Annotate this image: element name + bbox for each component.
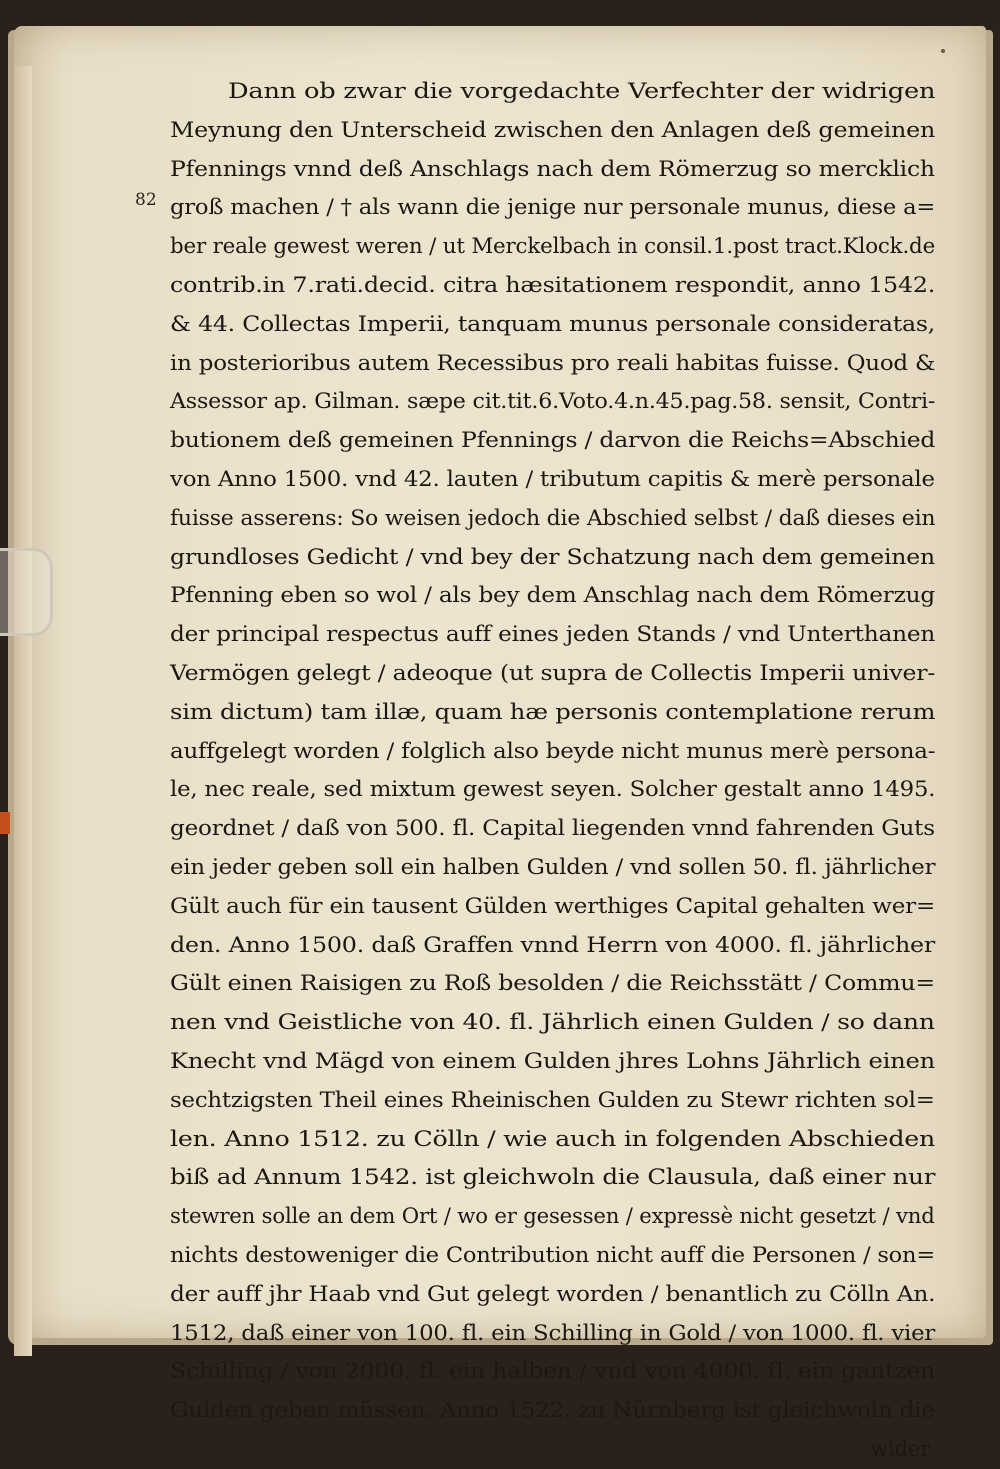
text-line: 1512, daß einer von 100. fl. ein Schilling in Gold / von 1000. fl. vier bbox=[170, 1320, 936, 1345]
text-line: Pfennings vnnd deß Anschlags nach dem Römerzug so mercklich bbox=[170, 156, 935, 181]
text-line: in posterioribus autem Recessibus pro reali habitas fuisse. Quod & bbox=[170, 350, 936, 375]
text-line: wider bbox=[870, 1436, 930, 1461]
text-line: fuisse asserens: So weisen jedoch die Abschied selbst / daß dieses ein bbox=[170, 505, 936, 530]
text-line: Dann ob zwar die vorgedachte Verfechter der widrigen bbox=[228, 79, 936, 103]
text-line: grundloses Gedicht / vnd bey der Schatzung nach dem gemeinen bbox=[170, 544, 935, 569]
text-line: & 44. Collectas Imperii, tanquam munus personale consideratas, bbox=[170, 311, 936, 336]
text-line: Vermögen gelegt / adeoque (ut supra de Collectis Imperii univer- bbox=[170, 660, 936, 685]
text-line: stewren solle an dem Ort / wo er gesessen / expressè nicht gesetzt / vnd bbox=[170, 1204, 935, 1229]
text-line: Assessor ap. Gilman. sæpe cit.tit.6.Voto.4.n.45.pag.58. sensit, Contri- bbox=[170, 389, 936, 414]
text-line: Pfenning eben so wol / als bey dem Anschlag nach dem Römerzug bbox=[170, 583, 935, 608]
text-line: le, nec reale, sed mixtum gewest seyen. Solcher gestalt anno 1495. bbox=[170, 777, 936, 802]
text-line: biß ad Annum 1542. ist gleichwoln die Clausula, daß einer nur bbox=[170, 1165, 936, 1190]
page-dot bbox=[941, 49, 945, 53]
text-line: geordnet / daß von 500. fl. Capital liegenden vnnd fahrenden Guts bbox=[170, 816, 935, 841]
text-line: contrib.in 7.rati.decid. citra hæsitationem respondit, anno 1542. bbox=[170, 272, 936, 297]
text-line: Gült einen Raisigen zu Roß besolden / die Reichsstätt / Commu= bbox=[170, 971, 935, 996]
text-body bbox=[170, 72, 940, 1469]
text-line: der auff jhr Haab vnd Gut gelegt worden / benantlich zu Cölln An. bbox=[170, 1281, 936, 1306]
text-line: ber reale gewest weren / ut Merckelbach in consil.1.post tract.Klock.de bbox=[170, 234, 936, 259]
text-line: Meynung den Unterscheid zwischen den Anlagen deß gemeinen bbox=[170, 117, 936, 142]
margin-note-number: 82 bbox=[135, 190, 157, 210]
text-line: sechtzigsten Theil eines Rheinischen Gulden zu Stewr richten sol= bbox=[170, 1087, 935, 1112]
text-line: der principal respectus auff eines jeden Stands / vnd Unterthanen bbox=[170, 622, 936, 647]
text-line: Gulden geben müssen. Anno 1522. zu Nürnberg ist gleichwoln die bbox=[170, 1398, 935, 1423]
text-line: Schilling / von 2000. fl. ein halben / vnd von 4000. fl. ein gantzen bbox=[170, 1359, 936, 1384]
text-line: Knecht vnd Mägd von einem Gulden jhres Lohns Jährlich einen bbox=[170, 1048, 936, 1073]
text-line: ein jeder geben soll ein halben Gulden / vnd sollen 50. fl. jährlicher bbox=[170, 854, 936, 879]
page-marker bbox=[0, 812, 10, 834]
text-line: Gült auch für ein tausent Gülden werthiges Capital gehalten wer= bbox=[170, 893, 936, 918]
text-line: den. Anno 1500. daß Graffen vnnd Herrn von 4000. fl. jährlicher bbox=[170, 932, 936, 957]
text-line: nichts destoweniger die Contribution nicht auff die Personen / son= bbox=[170, 1242, 936, 1267]
text-line: sim dictum) tam illæ, quam hæ personis contemplatione rerum bbox=[170, 699, 936, 724]
text-line: von Anno 1500. vnd 42. lauten / tributum capitis & merè personale bbox=[170, 466, 935, 491]
text-line: butionem deß gemeinen Pfennings / darvon die Reichs=Abschied bbox=[170, 428, 936, 453]
text-line: groß machen / † als wann die jenige nur personale munus, diese a= bbox=[170, 195, 936, 220]
paper-clip bbox=[0, 548, 53, 636]
text-line: len. Anno 1512. zu Cölln / wie auch in folgenden Abschieden bbox=[170, 1126, 936, 1151]
page-gutter bbox=[14, 66, 32, 1356]
text-line: nen vnd Geistliche von 40. fl. Jährlich einen Gulden / so dann bbox=[170, 1010, 935, 1035]
text-line: auffgelegt worden / folglich also beyde nicht munus merè persona- bbox=[170, 738, 936, 763]
